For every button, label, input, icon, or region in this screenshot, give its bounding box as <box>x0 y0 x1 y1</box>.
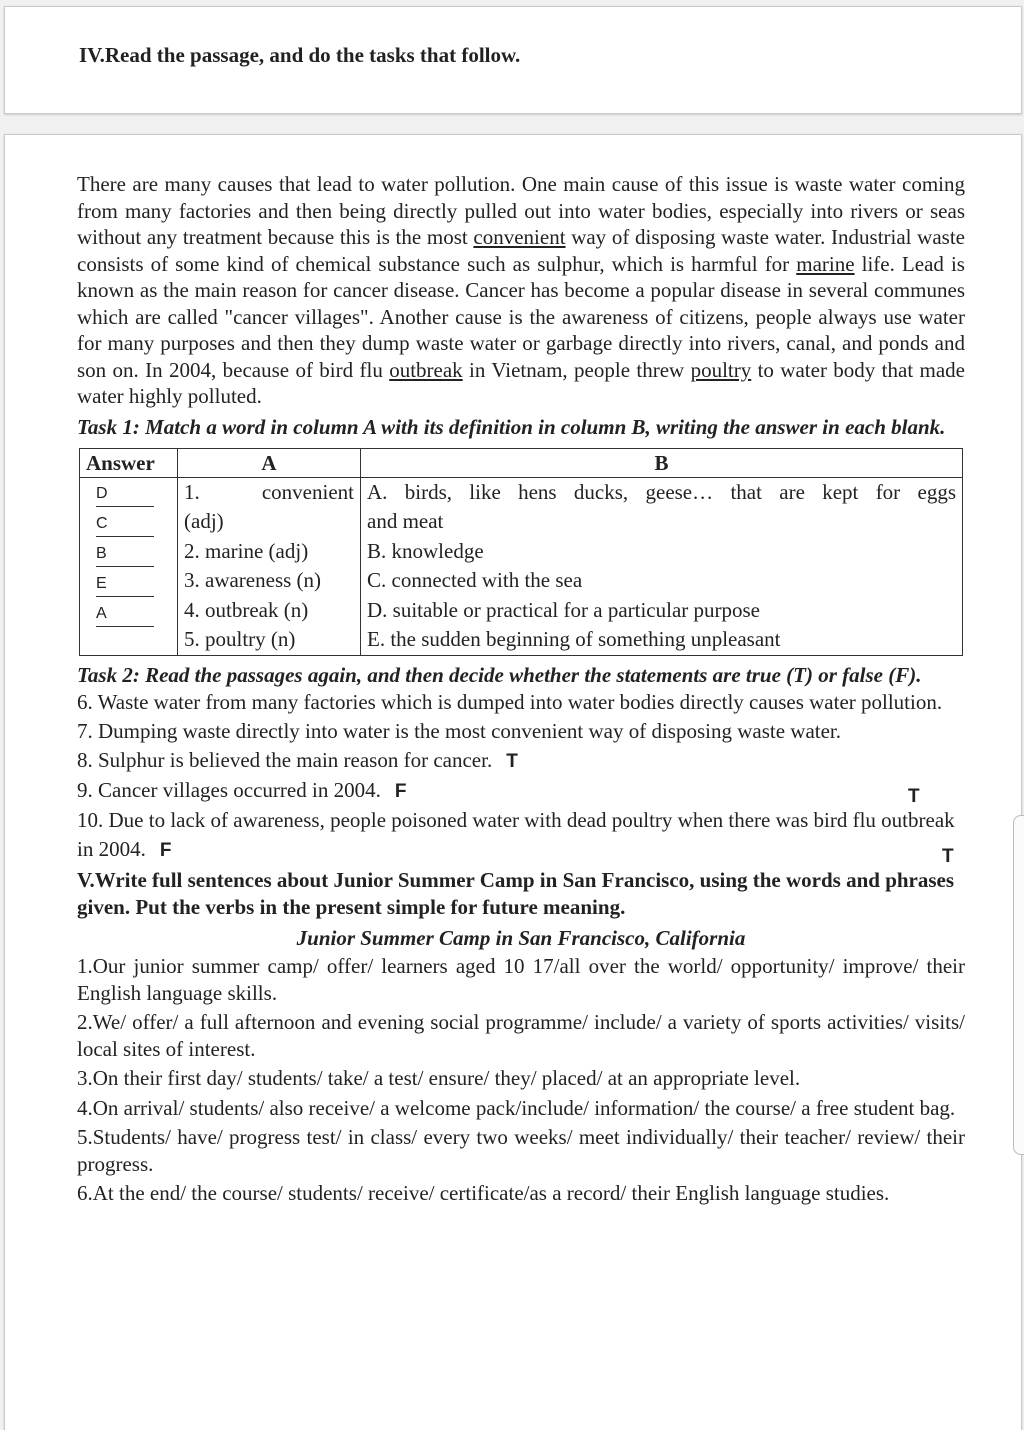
passage-text: way of disposing waste water. Industrial waste consists of some kind of chemical substance such as sulphur, which is harmful for <box>77 225 965 276</box>
task1-title: Task 1: Match a word in column A with its definition in column B, writing the answer in each blank. <box>77 414 946 439</box>
column-b-cell <box>361 477 963 655</box>
statement-text: 9. Cancer villages occurred in 2004. <box>77 777 381 802</box>
word-item: 3. awareness (n) <box>184 568 322 592</box>
table-row <box>80 477 963 655</box>
tf-answer[interactable]: F <box>394 780 407 802</box>
list-item: 6.At the end/ the course/ students/ receive/ certificate/as a record/ their English language studies. <box>77 1181 890 1205</box>
tf-answer[interactable]: F <box>159 839 172 861</box>
answer-blank[interactable]: E <box>96 568 154 597</box>
statement <box>77 776 965 806</box>
column-a-header: A <box>178 448 361 477</box>
answer-blank[interactable]: D <box>96 478 154 507</box>
tf-answer[interactable]: T <box>908 786 920 807</box>
statement <box>77 806 965 865</box>
definition-item: A. birds, like hens ducks, geese… that are kept for eggs <box>367 479 956 504</box>
word-item: 1. convenient <box>184 479 354 504</box>
tf-answer[interactable]: T <box>506 750 518 772</box>
column-b-header: B <box>361 448 963 477</box>
reading-passage <box>77 171 965 410</box>
task2-title: Task 2: Read the passages again, and then decide whether the statements are true (T) or false (F). <box>77 662 922 687</box>
statement <box>77 717 965 746</box>
definition-item: C. connected with the sea <box>367 568 583 592</box>
answer-blank[interactable]: A <box>96 598 154 627</box>
statement-text: 6. Waste water from many factories which is dumped into water bodies directly causes water pollution. <box>77 689 943 714</box>
statement-text: 7. Dumping waste directly into water is the most convenient way of disposing waste water. <box>77 718 842 743</box>
list-item: 4.On arrival/ students/ also receive/ a welcome pack/include/ information/ the course/ a free student bag. <box>77 1095 956 1120</box>
definition-item: B. knowledge <box>367 538 484 563</box>
passage-text: in Vietnam, people threw <box>462 357 691 382</box>
definition-item: and meat <box>367 509 444 533</box>
statement-text: 10. Due to lack of awareness, people poisoned water with dead poultry when there was bird flu outbreak in 2004. <box>77 807 955 861</box>
underlined-word: marine <box>796 251 855 276</box>
passage-text: life. Lead is known as the main reason for cancer disease. Cancer has become a popular disease in several communes which are called "cancer villages". Another cause is the awareness of citizens, people always use water for many purposes and then they dump waste water or garbage directly into rivers, canal, and ponds and son on. In 2004, because of bird flu <box>77 251 965 382</box>
camp-title: Junior Summer Camp in San Francisco, California <box>296 925 746 950</box>
list-item: 3.On their first day/ students/ take/ a test/ ensure/ they/ placed/ at an appropriate level. <box>77 1066 801 1090</box>
list-item: 1.Our junior summer camp/ offer/ learners aged 10 17/all over the world/ opportunity/ improve/ their English language skills. <box>77 954 965 1005</box>
word-item: (adj) <box>184 509 224 533</box>
answer-cell <box>80 477 178 655</box>
underlined-word: convenient <box>473 225 566 249</box>
section-heading: IV.Read the passage, and do the tasks that follow. <box>79 43 521 67</box>
passage-text: There are many causes that lead to water pollution. One main cause of this issue is waste water coming from many factories and then being directly pulled out into water bodies, especially into rivers or seas without any treatment because this is the most <box>77 172 965 249</box>
section5-title: V.Write full sentences about Junior Summer Camp in San Francisco, using the words and phrases given. Put the verbs in the present simple for future meaning. <box>77 867 955 919</box>
passage-text: to water body that made water highly polluted. <box>77 357 965 408</box>
underlined-word: outbreak <box>389 357 463 382</box>
scrollbar[interactable] <box>1013 815 1024 1155</box>
answer-blank[interactable]: B <box>96 538 154 567</box>
statement-text: 8. Sulphur is believed the main reason for cancer. <box>77 747 493 772</box>
column-a-cell <box>178 477 361 655</box>
word-item: 2. marine (adj) <box>184 538 309 563</box>
heading-card <box>4 6 1022 114</box>
answer-header: Answer <box>80 448 178 477</box>
matching-table <box>79 448 963 656</box>
document-card <box>4 134 1022 1430</box>
list-item: 2.We/ offer/ a full afternoon and evening social programme/ include/ a variety of sports activities/ visits/ local sites of interest. <box>77 1010 965 1061</box>
statement <box>77 746 965 776</box>
statement <box>77 688 965 717</box>
word-item: 5. poultry (n) <box>184 627 296 651</box>
underlined-word: poultry <box>690 357 752 382</box>
answer-blank[interactable]: C <box>96 508 154 537</box>
definition-item: D. suitable or practical for a particular purpose <box>367 597 761 622</box>
document-content <box>77 171 965 1210</box>
table-header-row <box>80 448 963 477</box>
tf-answer[interactable]: T <box>942 846 954 867</box>
list-item: 5.Students/ have/ progress test/ in class/ every two weeks/ meet individually/ their teacher/ review/ their progress. <box>77 1125 965 1176</box>
word-item: 4. outbreak (n) <box>184 597 309 622</box>
definition-item: E. the sudden beginning of something unpleasant <box>367 627 781 651</box>
